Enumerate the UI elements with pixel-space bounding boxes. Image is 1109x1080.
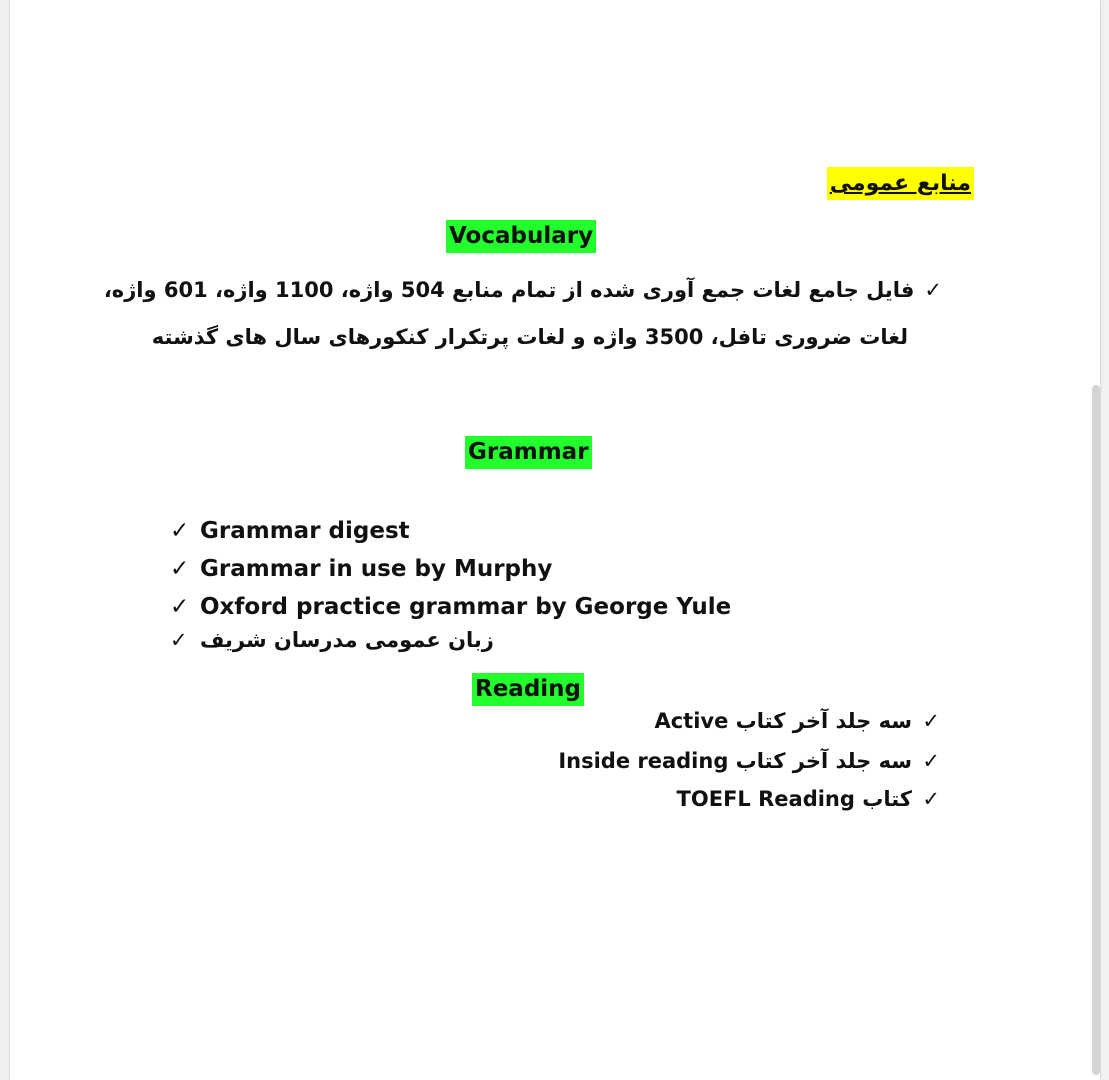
reading-heading: Reading bbox=[472, 673, 584, 706]
vocabulary-line-1 bbox=[104, 278, 942, 302]
grammar-item-text: Oxford practice grammar by George Yule bbox=[200, 594, 732, 620]
check-icon: ✓ bbox=[922, 749, 940, 773]
check-icon: ✓ bbox=[170, 628, 188, 652]
reading-item-text: سه جلد آخر کتاب Active bbox=[654, 709, 912, 733]
list-item bbox=[170, 628, 494, 652]
grammar-item-text: Grammar in use by Murphy bbox=[200, 556, 553, 582]
check-icon: ✓ bbox=[170, 594, 190, 620]
vocabulary-line-2: لغات ضروری تافل، 3500 واژه و لغات پرتکرار کنکورهای سال های گذشته bbox=[151, 325, 908, 349]
grammar-item-text: Grammar digest bbox=[200, 518, 410, 544]
check-icon: ✓ bbox=[170, 518, 190, 544]
grammar-list bbox=[170, 512, 731, 626]
check-icon: ✓ bbox=[170, 556, 190, 582]
list-item bbox=[677, 787, 940, 811]
list-item bbox=[654, 709, 940, 733]
vocabulary-heading: Vocabulary bbox=[446, 220, 596, 253]
list-item bbox=[558, 749, 940, 773]
reading-item-text: کتاب TOEFL Reading bbox=[676, 787, 912, 811]
grammar-fa-item-text: زبان عمومی مدرسان شریف bbox=[200, 628, 494, 652]
grammar-heading: Grammar bbox=[465, 436, 592, 469]
check-icon: ✓ bbox=[924, 278, 942, 302]
page-title: منابع عمومی bbox=[827, 167, 974, 200]
document-page bbox=[10, 0, 1100, 1080]
check-icon: ✓ bbox=[922, 709, 940, 733]
check-icon: ✓ bbox=[922, 787, 940, 811]
reading-item-text: سه جلد آخر کتاب Inside reading bbox=[558, 749, 912, 773]
scrollbar[interactable] bbox=[1092, 385, 1100, 1075]
list-item bbox=[170, 512, 731, 550]
vocabulary-text-1: فایل جامع لغات جمع آوری شده از تمام منابع 504 واژه، 1100 واژه، 601 واژه، bbox=[103, 278, 915, 302]
list-item bbox=[170, 550, 731, 588]
list-item bbox=[170, 588, 731, 626]
